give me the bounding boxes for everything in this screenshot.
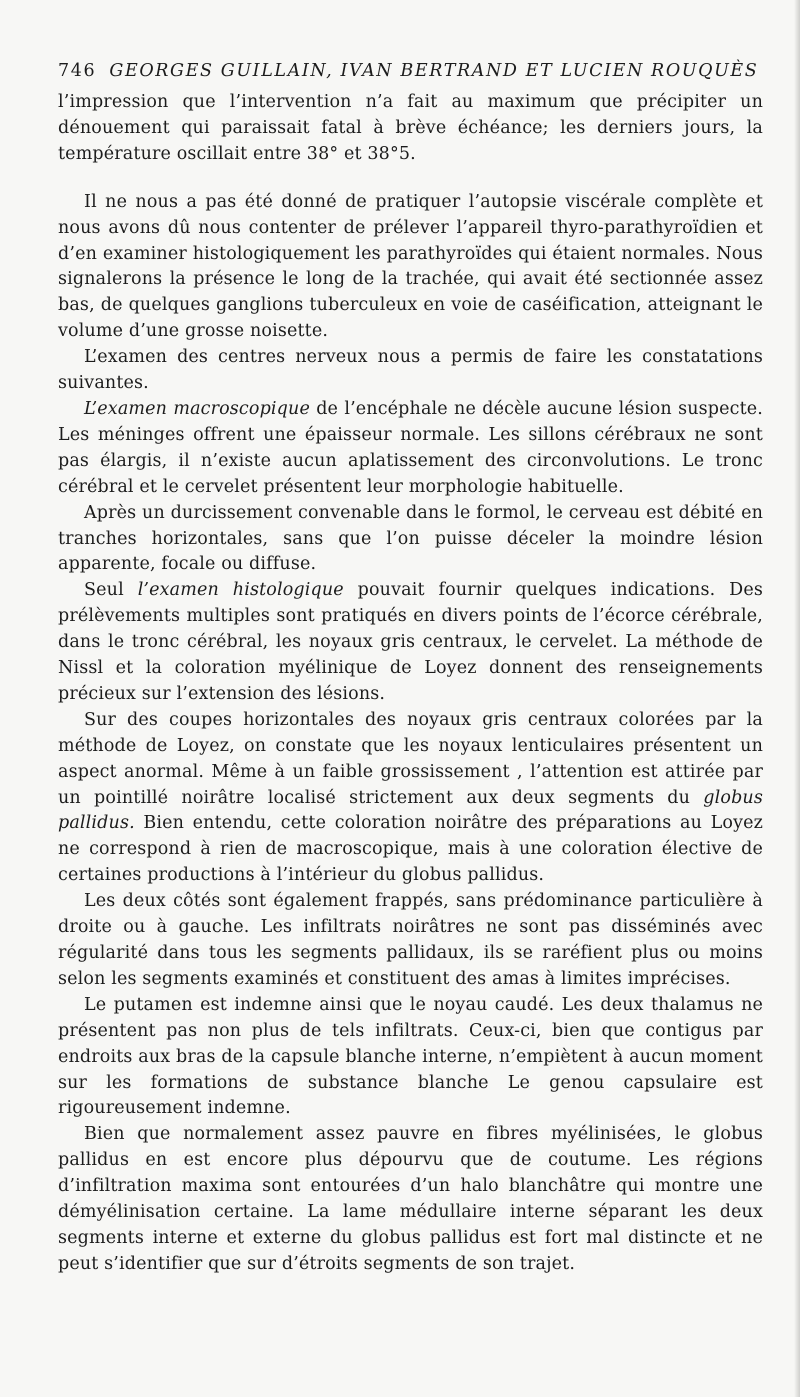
- paragraph-both-sides: Les deux côtés sont également frappés, sans prédominance particulière à droite ou à gauche. Les infiltrats noirâtres ne sont pas disséminés avec régularité dans tous les segments pallidaux, ils se raréfient plus ou moins selon les segments examinés et constituent des amas à limites imprécises.: [58, 891, 763, 989]
- paragraph-formol: Après un durcissement convenable dans le formol, le cerveau est débité en tranches horizontales, sans que l’on puisse déceler la moindre lésion apparente, focale ou diffuse.: [58, 502, 763, 575]
- paragraph-autopsy: Il ne nous a pas été donné de pratiquer l’autopsie viscérale complète et nous avons dû nous contenter de prélever l’appareil thyro-parathyroïdien et d’en examiner histologiquement les parathyroïdes qui étaient normales. Nous signalerons la présence le long de la trachée, qui avait été sectionnée assez bas, de quelques ganglions tuberculeux en voie de caséification, atteignant le volume d’une grosse noisette.: [58, 191, 763, 342]
- page-edge-shadow: [794, 0, 800, 1397]
- paragraph-putamen: Le putamen est indemne ainsi que le noyau caudé. Les deux thalamus ne présentent pas non plus de tels infiltrats. Ceux-ci, bien que contigus par endroits aux bras de la capsule blanche interne, n’empiètent à aucun moment sur les formations de substance blanche Le genou capsulaire est rigoureusement indemne.: [58, 994, 763, 1119]
- loyez-pre: Sur des coupes horizontales des noyaux gris centraux colorées par la méthode de Loyez, on constate que les noyaux lenticulaires présentent un aspect anormal. Même à un faible grossissement , l’attention est attirée par un pointillé noirâtre localisé strictement aux deux segments du: [58, 709, 763, 808]
- histologic-pre: Seul: [84, 580, 138, 601]
- histologic-term: l’examen histologique: [137, 580, 344, 601]
- running-header: [58, 58, 763, 84]
- loyez-post: Bien entendu, cette coloration noirâtre des préparations au Loyez ne correspond à rien de macroscopique, mais à une coloration élective de certaines productions à l’intérieur du globus pallidus.: [58, 813, 763, 886]
- paragraph-continuation: l’impression que l’intervention n’a fait au maximum que précipiter un dénouement qui paraissait fatal à brève échéance; les derniers jours, la température oscillait entre 38° et 38°5.: [58, 92, 763, 164]
- paragraph-loyez: [58, 708, 763, 889]
- page-number: 746: [58, 61, 97, 81]
- body-text: [58, 90, 763, 1278]
- paragraph-myelin: Bien que normalement assez pauvre en fibres myélinisées, le globus pallidus en est encore plus dépourvu que de coutume. Les régions d’infiltration maxima sont entourées d’un halo blanchâtre qui montre une démyélinisation certaine. La lame médullaire interne séparant les deux segments interne et externe du globus pallidus est fort mal distincte et ne peut s’identifier que sur d’étroits segments de son trajet.: [58, 1124, 763, 1274]
- paragraph-histologic: [58, 578, 763, 708]
- globus-pallidus-term: globus pallidus.: [58, 787, 763, 834]
- paragraph-macroscopic: [58, 397, 763, 501]
- macroscopic-term: L’examen macroscopique: [84, 398, 310, 419]
- running-title: GEORGES GUILLAIN, IVAN BERTRAND ET LUCIEN ROUQUÈS: [109, 61, 759, 81]
- paragraph-nervous-centers: L’examen des centres nerveux nous a permis de faire les constatations suivantes.: [58, 347, 763, 394]
- histologic-post: pouvait fournir quelques indications. Des prélèvements multiples sont pratiqués en divers points de l’écorce cérébrale, dans le tronc cérébral, les noyaux gris centraux, le cervelet. La méthode de Nissl et la coloration myélinique de Loyez donnent des renseignements précieux sur l’extension des lésions.: [58, 580, 763, 704]
- macroscopic-text: de l’encéphale ne décèle aucune lésion suspecte. Les méninges offrent une épaisseur normale. Les sillons cérébraux ne sont pas élargis, il n’existe aucun aplatissement des circonvolutions. Le tronc cérébral et le cervelet présentent leur morphologie habituelle.: [58, 398, 763, 497]
- book-page: [58, 58, 763, 1278]
